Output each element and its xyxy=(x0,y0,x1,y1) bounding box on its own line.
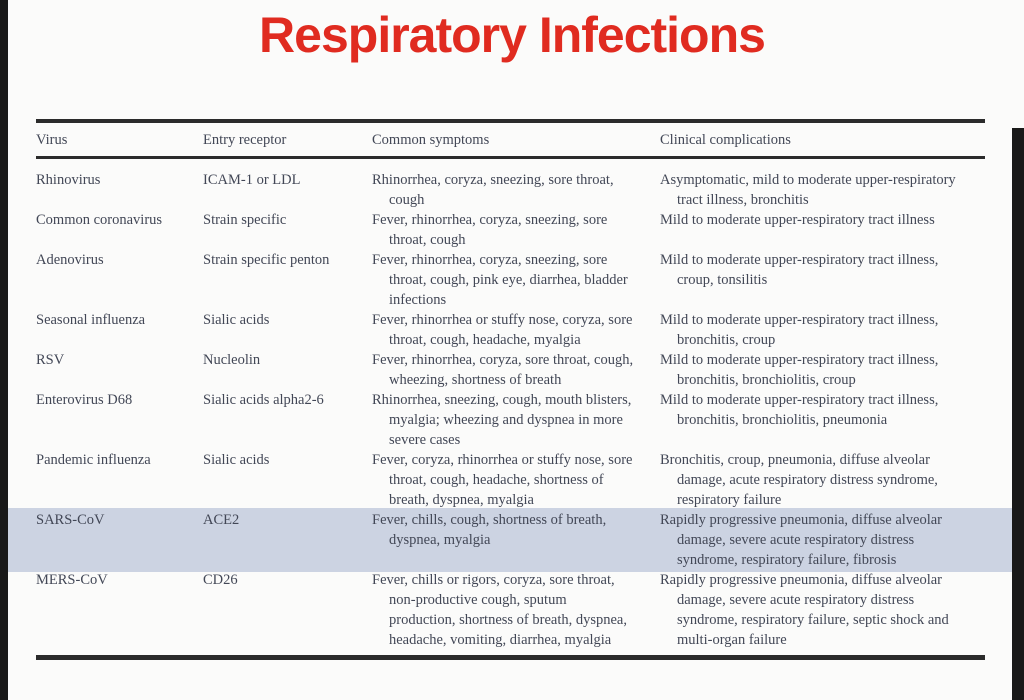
cell-complications: Mild to moderate upper-respiratory tract illness, bronchitis, bronchiolitis, croup xyxy=(660,352,939,388)
cell-receptor: Sialic acids alpha2-6 xyxy=(203,392,324,408)
column-header-virus: Virus xyxy=(36,121,203,158)
cell-complications: Asymptomatic, mild to moderate upper-respiratory tract illness, bronchitis xyxy=(660,172,956,208)
cell-virus: Enterovirus D68 xyxy=(36,392,133,408)
column-header-entry-receptor: Entry receptor xyxy=(203,121,372,158)
table-row-rhinovirus xyxy=(36,158,985,211)
cell-complications: Bronchitis, croup, pneumonia, diffuse alveolar damage, acute respiratory distress syndrome, respiratory failure xyxy=(660,452,938,508)
table-header-row xyxy=(36,121,985,158)
cell-receptor: Sialic acids xyxy=(203,312,270,328)
table-row-enterovirus-d68 xyxy=(36,390,985,450)
page-title: Respiratory Infections xyxy=(259,7,765,63)
cell-receptor: Strain specific penton xyxy=(203,252,330,268)
screen-edge-bar-left xyxy=(0,0,8,700)
table-row-sars-cov xyxy=(36,510,985,570)
cell-receptor: Nucleolin xyxy=(203,352,261,368)
table-row-rsv xyxy=(36,350,985,390)
cell-complications: Mild to moderate upper-respiratory tract illness xyxy=(660,212,935,228)
cell-complications: Mild to moderate upper-respiratory tract illness, croup, tonsilitis xyxy=(660,252,939,288)
cell-complications: Mild to moderate upper-respiratory tract illness, bronchitis, bronchiolitis, pneumonia xyxy=(660,392,939,428)
virus-table-container xyxy=(36,119,985,660)
cell-symptoms: Fever, rhinorrhea, coryza, sore throat, cough, wheezing, shortness of breath xyxy=(372,352,634,388)
table-row-mers-cov xyxy=(36,570,985,658)
cell-symptoms: Fever, chills, cough, shortness of breath, dyspnea, myalgia xyxy=(372,512,607,548)
table-header xyxy=(36,121,985,158)
cell-symptoms: Fever, rhinorrhea, coryza, sneezing, sore throat, cough xyxy=(372,212,608,248)
table-body xyxy=(36,158,985,658)
cell-virus: Rhinovirus xyxy=(36,172,101,188)
table-row-adenovirus xyxy=(36,250,985,310)
cell-virus: Adenovirus xyxy=(36,252,104,268)
cell-symptoms: Fever, chills or rigors, coryza, sore throat, non-productive cough, sputum production, shortness of breath, dyspnea, headache, vomiting, diarrhea, myalgia xyxy=(372,572,627,648)
cell-virus: Seasonal influenza xyxy=(36,312,146,328)
cell-receptor: ICAM-1 or LDL xyxy=(203,172,301,188)
cell-virus: Pandemic influenza xyxy=(36,452,151,468)
column-header-clinical-complications: Clinical complications xyxy=(660,121,985,158)
virus-table xyxy=(36,119,985,660)
cell-symptoms: Fever, rhinorrhea or stuffy nose, coryza, sore throat, cough, headache, myalgia xyxy=(372,312,633,348)
cell-receptor: Sialic acids xyxy=(203,452,270,468)
cell-virus: RSV xyxy=(36,352,65,368)
cell-symptoms: Rhinorrhea, sneezing, cough, mouth blisters, myalgia; wheezing and dyspnea in more severe cases xyxy=(372,392,632,448)
screen-edge-bar-right xyxy=(1012,128,1024,700)
cell-complications: Mild to moderate upper-respiratory tract illness, bronchitis, croup xyxy=(660,312,939,348)
cell-receptor: ACE2 xyxy=(203,512,240,528)
cell-receptor: Strain specific xyxy=(203,212,287,228)
table-row-common-coronavirus xyxy=(36,210,985,250)
cell-symptoms: Fever, rhinorrhea, coryza, sneezing, sore throat, cough, pink eye, diarrhea, bladder infections xyxy=(372,252,628,308)
cell-virus: SARS-CoV xyxy=(36,512,105,528)
cell-receptor: CD26 xyxy=(203,572,238,588)
cell-virus: Common coronavirus xyxy=(36,212,163,228)
column-header-common-symptoms: Common symptoms xyxy=(372,121,660,158)
cell-complications: Rapidly progressive pneumonia, diffuse alveolar damage, severe acute respiratory distress syndrome, respiratory failure, septic shock and multi-organ failure xyxy=(660,572,949,648)
cell-complications: Rapidly progressive pneumonia, diffuse alveolar damage, severe acute respiratory distress syndrome, respiratory failure, fibrosis xyxy=(660,512,943,568)
table-row-seasonal-influenza xyxy=(36,310,985,350)
cell-symptoms: Rhinorrhea, coryza, sneezing, sore throat, cough xyxy=(372,172,614,208)
cell-virus: MERS-CoV xyxy=(36,572,108,588)
cell-symptoms: Fever, coryza, rhinorrhea or stuffy nose, sore throat, cough, headache, shortness of breath, dyspnea, myalgia xyxy=(372,452,633,508)
table-row-pandemic-influenza xyxy=(36,450,985,510)
